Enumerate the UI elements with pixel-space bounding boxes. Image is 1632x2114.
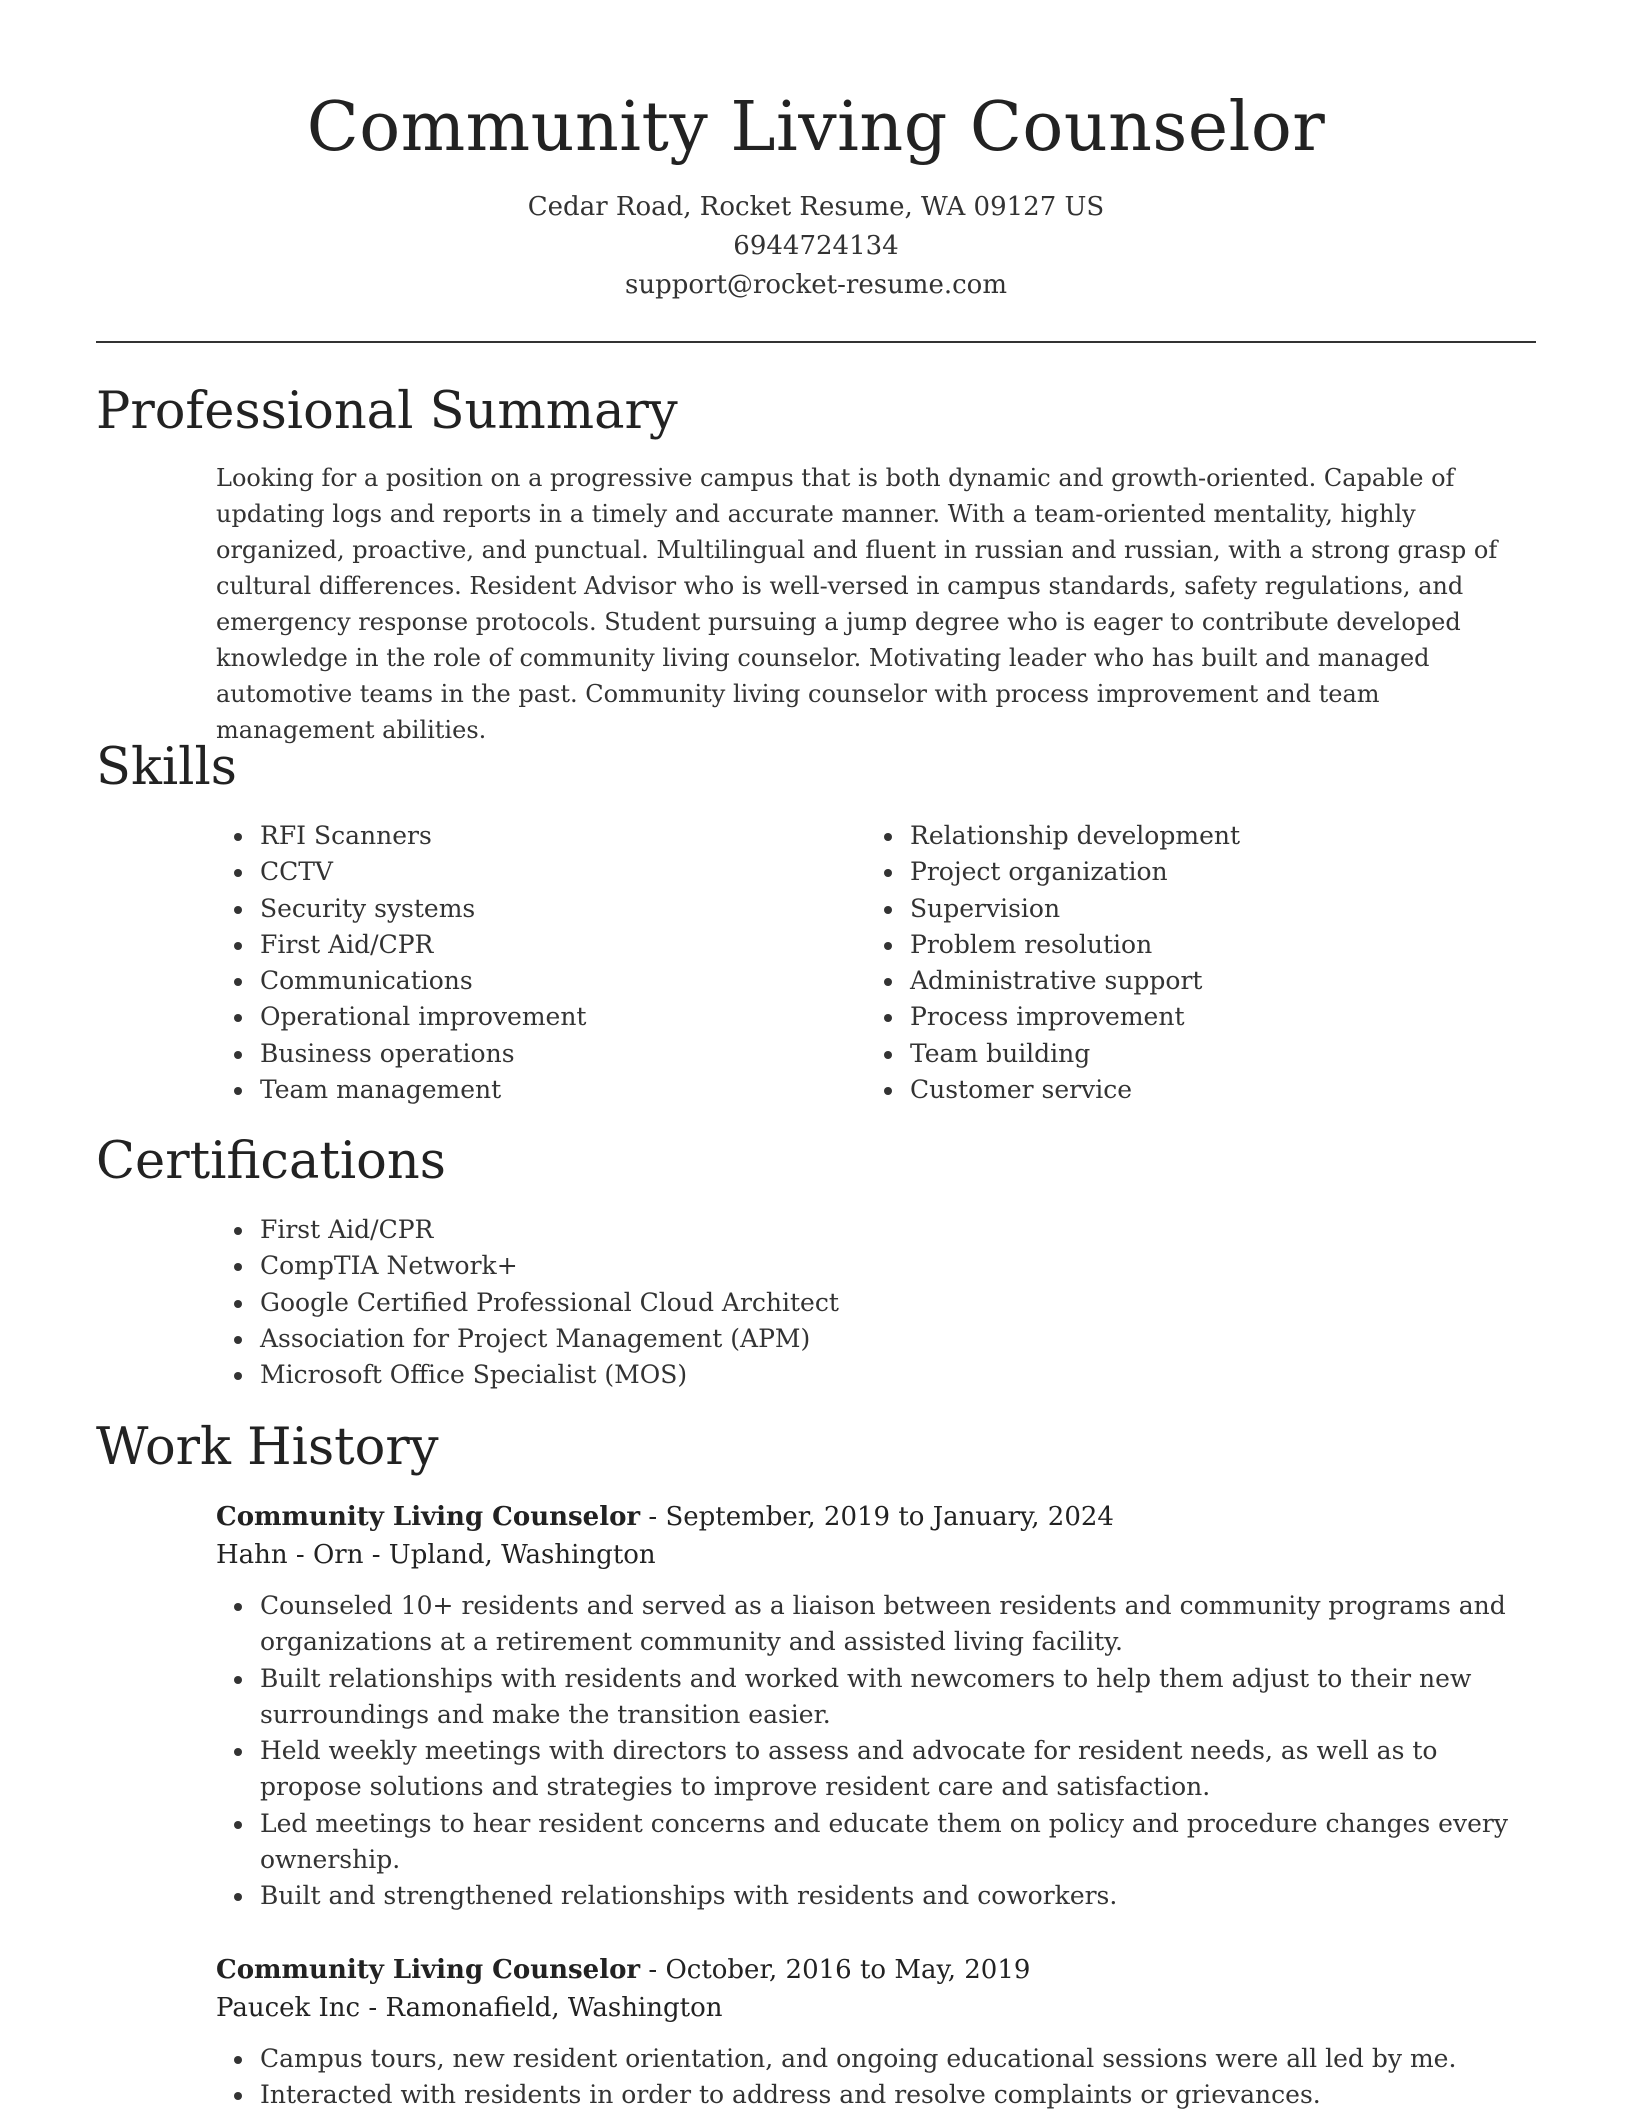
list-item: First Aid/CPR [216,1212,1416,1248]
summary-text: Looking for a position on a progressive campus that is both dynamic and growth-oriented. Capable of updating logs and reports in a timely and accurate manner. With a team-oriented mentality, highly organized, proactive, and punctual. Multilingual and fluent in russian and russian, with a strong grasp of cultural differences. Resident Advisor who is well-versed in campus standards, safety regulations, and emergency response protocols. Student pursuing a jump degree who is eager to contribute developed knowledge in the role of community living counselor. Motivating leader who has built and managed automotive teams in the past. Community living counselor with process improvement and team management abilities. [216,464,1498,744]
page-title: Community Living Counselor [306,88,1326,167]
job-location: - Ramonafield, Washington [360,1993,723,2023]
job-duties-list [216,1588,1516,1915]
list-item: Held weekly meetings with directors to assess and advocate for resident needs, as well as to propose solutions and strategies to improve resident care and satisfaction. [216,1733,1516,1806]
job-entry [216,1951,1536,2114]
job-company-line [216,1536,1536,1574]
list-item: Led meetings to hear resident concerns and educate them on policy and procedure changes every ownership. [216,1806,1516,1879]
certifications-list [216,1212,1416,1393]
list-item: Microsoft Office Specialist (MOS) [216,1357,1416,1393]
phone-text: 6944724134 [733,231,899,261]
list-item: Process improvement [866,999,1486,1035]
list-item: Security systems [216,891,836,927]
list-item: Operational improvement [216,999,836,1035]
list-item: Campus tours, new resident orientation, and ongoing educational sessions were all led by me. [216,2041,1516,2077]
list-item: Association for Project Management (APM) [216,1321,1416,1357]
address-text: Cedar Road, Rocket Resume, WA 09127 US [527,192,1105,222]
job-company-line [216,1989,1536,2027]
skills-heading: Skills [96,738,237,797]
list-item: Built and strengthened relationships with residents and coworkers. [216,1878,1516,1914]
job-company: Hahn - Orn [216,1540,364,1570]
list-item: Counseled 10+ residents and served as a liaison between residents and community programs and organizations at a retirement community and assisted living facility. [216,1588,1516,1661]
list-item: RFI Scanners [216,818,836,854]
job-position: Community Living Counselor [216,1502,641,1532]
list-item: Administrative support [866,963,1486,999]
list-item: Communications [216,963,836,999]
list-item: Supervision [866,891,1486,927]
skills-list-right [866,818,1486,1108]
job-company: Paucek Inc [216,1993,361,2023]
list-item: Problem resolution [866,927,1486,963]
list-item: CCTV [216,854,836,890]
job-location: - Upland, Washington [363,1540,656,1570]
list-item: Team management [216,1072,836,1108]
list-item: Built relationships with residents and worked with newcomers to help them adjust to their new surroundings and make the transition easier. [216,1661,1516,1734]
job-title-line [216,1951,1536,1989]
list-item: Business operations [216,1036,836,1072]
job-entry [216,1498,1536,1915]
job-position: Community Living Counselor [216,1955,641,1985]
job-dates: - September, 2019 to January, 2024 [640,1502,1114,1532]
work-history-heading: Work History [96,1418,439,1477]
header-divider [96,341,1536,343]
list-item: Customer service [866,1072,1486,1108]
certifications-heading: Certifications [96,1132,446,1191]
contact-block [0,188,1632,305]
list-item: First Aid/CPR [216,927,836,963]
job-dates: - October, 2016 to May, 2019 [640,1955,1031,1985]
list-item: Interacted with residents in order to address and resolve complaints or grievances. [216,2077,1516,2113]
list-item: Relationship development [866,818,1486,854]
list-item: Project organization [866,854,1486,890]
job-title-line [216,1498,1536,1536]
summary-heading: Professional Summary [96,382,678,441]
skills-list-left [216,818,836,1108]
list-item: Google Certified Professional Cloud Architect [216,1285,1416,1321]
list-item: Team building [866,1036,1486,1072]
job-duties-list [216,2041,1516,2114]
list-item: CompTIA Network+ [216,1248,1416,1284]
resume-header [0,0,1632,305]
email-text: support@rocket-resume.com [624,270,1007,300]
